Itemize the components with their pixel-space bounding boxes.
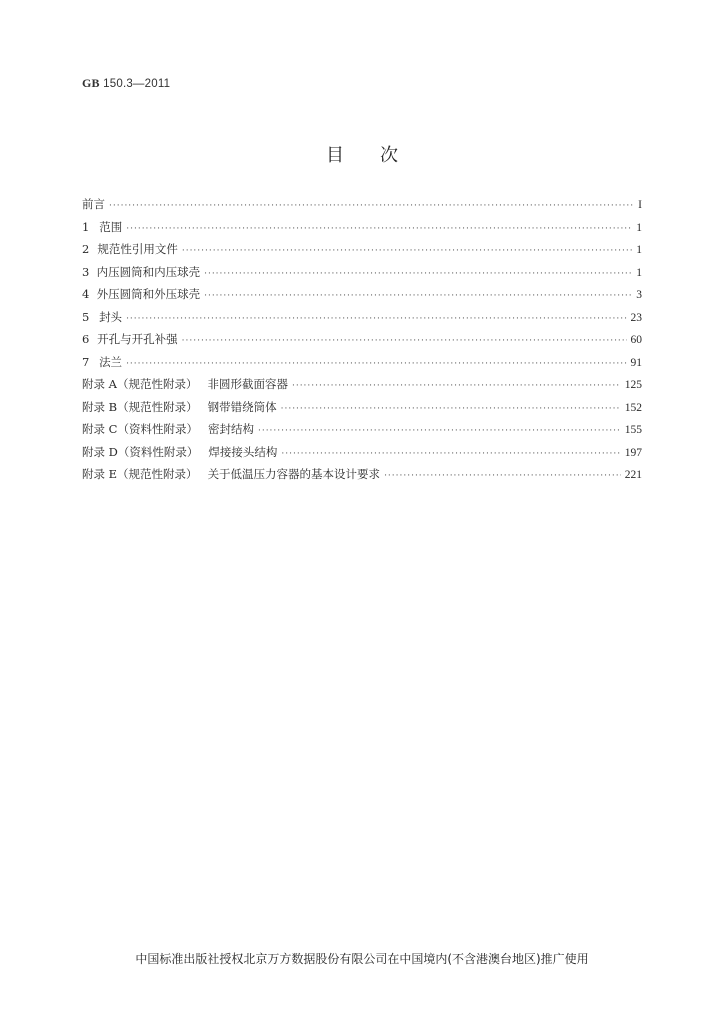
toc-entry-page: 125 (624, 379, 642, 391)
toc-entry-label (82, 466, 380, 482)
toc-entry-appendix-d[interactable] (82, 444, 642, 467)
toc-entry-label (82, 421, 254, 437)
appendix-title: 关于低温压力容器的基本设计要求 (207, 467, 381, 481)
toc-entry-page: 155 (624, 424, 642, 436)
toc-entry-6[interactable] (82, 331, 642, 354)
toc-entry-label: 开孔与开孔补强 (97, 332, 178, 346)
toc-entry-label: 规范性引用文件 (97, 242, 178, 256)
table-of-contents (82, 196, 642, 489)
toc-entry-page: 1 (636, 244, 642, 256)
toc-entry-label: 前言 (82, 197, 105, 211)
toc-leader-dots (109, 201, 634, 211)
toc-entry-appendix-e[interactable] (82, 466, 642, 489)
toc-entry-page: 1 (636, 266, 642, 279)
toc-entry-3[interactable] (82, 264, 642, 287)
toc-entry-page: 23 (630, 311, 642, 324)
appendix-label: 附录 C（资料性附录） (82, 422, 198, 436)
appendix-title: 焊接接头结构 (208, 444, 278, 459)
license-footer: 中国标准出版社授权北京万方数据股份有限公司在中国境内(不含港澳台地区)推广使用 (135, 952, 589, 966)
toc-entry-label: 范围 (99, 219, 123, 234)
toc-entry-page: 60 (630, 334, 642, 346)
toc-entry-number: 7 (82, 354, 90, 369)
toc-entry-2[interactable] (82, 241, 642, 264)
toc-entry-page: 221 (624, 469, 642, 481)
toc-title-part2: 次 (380, 145, 398, 166)
appendix-label: 附录 E（规范性附录） (82, 467, 198, 481)
appendix-label: 附录 D（资料性附录） (82, 444, 199, 459)
toc-entry-number: 2 (82, 242, 90, 256)
toc-leader-dots (258, 426, 621, 436)
appendix-label: 附录 A（规范性附录） (82, 377, 198, 391)
toc-entry-number: 3 (82, 264, 90, 279)
appendix-title: 密封结构 (207, 422, 254, 436)
toc-leader-dots (182, 246, 632, 256)
toc-entry-label: 封头 (99, 309, 123, 324)
standard-number: 150.3—2011 (103, 78, 171, 90)
toc-entry-page: 197 (624, 446, 642, 459)
toc-entry-page: 152 (624, 401, 642, 414)
toc-entry-5[interactable] (82, 309, 642, 332)
toc-entry-label (82, 376, 288, 392)
standard-code (82, 76, 170, 91)
toc-entry-appendix-b[interactable] (82, 399, 642, 422)
toc-entry-label (82, 399, 277, 415)
toc-entry-page: 1 (636, 221, 642, 234)
standard-prefix: GB (82, 76, 100, 90)
toc-leader-dots (292, 381, 621, 391)
toc-entry-label: 内压圆筒和内压球壳 (96, 264, 201, 279)
toc-leader-dots (281, 449, 620, 459)
toc-entry-4[interactable] (82, 286, 642, 309)
toc-entry-page: 3 (636, 289, 642, 301)
toc-leader-dots (126, 359, 626, 369)
appendix-title: 非圆形截面容器 (207, 377, 288, 391)
toc-entry-number: 6 (82, 332, 90, 346)
toc-entry-1[interactable] (82, 219, 642, 242)
toc-entry-label: 法兰 (99, 354, 123, 369)
toc-entry-foreword[interactable] (82, 196, 642, 219)
toc-leader-dots (126, 224, 632, 234)
toc-title (0, 141, 724, 167)
appendix-label: 附录 B（规范性附录） (82, 399, 198, 414)
toc-title-part1: 目 (326, 145, 344, 166)
toc-entry-number: 1 (82, 219, 90, 234)
toc-leader-dots (182, 336, 627, 346)
toc-entry-number: 5 (82, 309, 90, 324)
appendix-title: 钢带错绕筒体 (207, 399, 277, 414)
toc-leader-dots (384, 471, 621, 481)
toc-entry-page: I (638, 199, 642, 211)
toc-entry-label (82, 444, 277, 460)
toc-entry-7[interactable] (82, 354, 642, 377)
toc-entry-page: 91 (630, 356, 642, 369)
toc-leader-dots (281, 404, 621, 414)
toc-leader-dots (204, 291, 632, 301)
toc-leader-dots (126, 314, 626, 324)
toc-entry-appendix-c[interactable] (82, 421, 642, 444)
toc-leader-dots (204, 269, 632, 279)
toc-entry-number: 4 (82, 287, 90, 301)
toc-entry-label: 外压圆筒和外压球壳 (96, 287, 201, 301)
toc-entry-appendix-a[interactable] (82, 376, 642, 399)
